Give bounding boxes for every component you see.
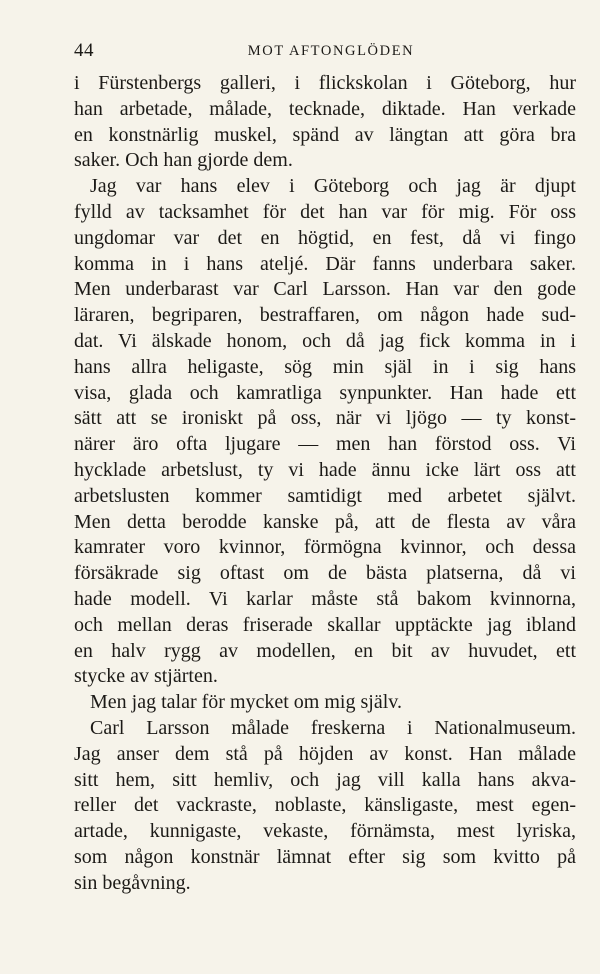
- text-line: dat. Vi älskade honom, och då jag fick komma in i: [74, 329, 576, 352]
- paragraph: [74, 690, 576, 716]
- text-line: visa, glada och kamratliga synpunkter. Han hade ett: [74, 381, 576, 404]
- text-line: stycke av stjärten.: [74, 665, 218, 688]
- text-line: som någon konstnär lämnat efter sig som kvitto på: [74, 845, 576, 868]
- text-line: försäkrade sig oftast om de bästa platserna, då vi: [74, 562, 576, 585]
- paragraph: [74, 71, 576, 174]
- paragraph: [74, 716, 576, 897]
- paragraph: [74, 174, 576, 690]
- text-line: sin begåvning.: [74, 871, 191, 894]
- text-line: sitt hem, sitt hemliv, och jag vill kalla hans akva-: [74, 768, 576, 791]
- text-line: en halv rygg av modellen, en bit av huvudet, ett: [74, 639, 576, 662]
- text-line: sätt att se ironiskt på oss, när vi ljögo — ty konst-: [74, 407, 576, 430]
- text-line: hycklade arbetslust, ty vi hade ännu icke lärt oss att: [74, 458, 576, 481]
- text-line: hans allra heligaste, sög min själ in i sig hans: [74, 355, 576, 378]
- text-line: saker. Och han gjorde dem.: [74, 149, 293, 172]
- text-line: komma in i hans ateljé. Där fanns underbara saker.: [74, 252, 576, 275]
- text-line: reller det vackraste, noblaste, känsligaste, mest egen-: [74, 794, 576, 817]
- text-line: Carl Larsson målade freskerna i Nationalmuseum.: [90, 716, 576, 739]
- text-line: kamrater voro kvinnor, förmögna kvinnor, och dessa: [74, 536, 576, 559]
- text-line: artade, kunnigaste, vekaste, förnämsta, mest lyriska,: [74, 820, 576, 843]
- body-text: [74, 71, 576, 897]
- text-line: Men detta berodde kanske på, att de flesta av våra: [74, 510, 576, 533]
- text-line: ungdomar var det en högtid, en fest, då vi fingo: [74, 226, 576, 249]
- text-line: fylld av tacksamhet för det han var för mig. För oss: [74, 200, 576, 223]
- text-line: Jag anser dem stå på höjden av konst. Han målade: [74, 742, 576, 765]
- text-line: och mellan deras friserade skallar upptäckte jag ibland: [74, 613, 576, 636]
- text-line: Jag var hans elev i Göteborg och jag är djupt: [90, 175, 576, 198]
- text-line: en konstnärlig muskel, spänd av längtan att göra bra: [74, 123, 576, 146]
- text-line: hade modell. Vi karlar måste stå bakom kvinnorna,: [74, 587, 576, 610]
- text-line: i Fürstenbergs galleri, i flickskolan i Göteborg, hur: [74, 72, 576, 94]
- page-header: [74, 40, 576, 66]
- page-number: 44: [74, 40, 94, 61]
- text-line: närer äro ofta ljugare — men han förstod oss. Vi: [74, 433, 576, 456]
- text-line: Men jag talar för mycket om mig själv.: [90, 691, 402, 714]
- text-line: läraren, begriparen, bestraffaren, om någon hade sud-: [74, 304, 576, 327]
- running-title: MOT AFTONGLÖDEN: [247, 43, 415, 59]
- text-line: Men underbarast var Carl Larsson. Han var den gode: [74, 278, 576, 301]
- text-line: han arbetade, målade, tecknade, diktade. Han verkade: [74, 97, 576, 120]
- text-line: arbetslusten kommer samtidigt med arbetet självt.: [74, 484, 576, 507]
